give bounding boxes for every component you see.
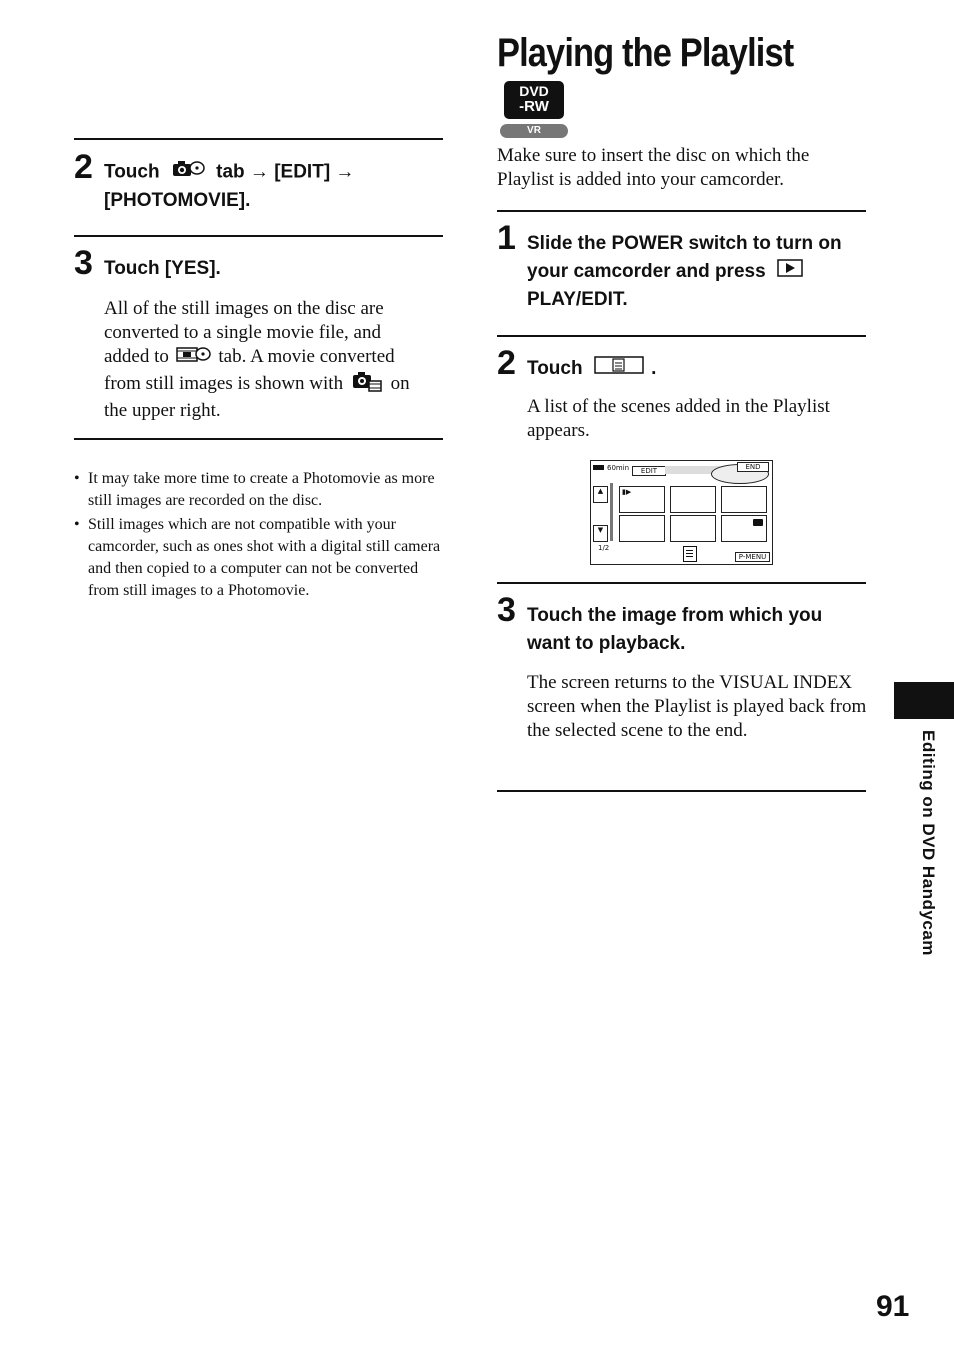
playlist-icon	[594, 355, 644, 383]
badge-dvd-text: DVD	[519, 83, 549, 99]
screen-playlist-icon[interactable]	[683, 546, 697, 562]
vr-badge	[500, 124, 568, 138]
screen-scrollbar[interactable]	[610, 483, 613, 541]
step-2-number: 2	[74, 148, 93, 186]
screen-pmenu-button[interactable]: P-MENU	[735, 552, 770, 562]
step-3-number: 3	[74, 244, 93, 282]
page-title: Playing the Playlist	[497, 31, 794, 75]
photomovie-icon	[352, 370, 382, 399]
divider-step1-right	[497, 210, 866, 212]
section-tab-marker	[894, 682, 954, 719]
screen-thumbnail[interactable]	[721, 515, 767, 542]
screen-end-button[interactable]: END	[737, 462, 769, 472]
screen-thumbnail[interactable]	[721, 486, 767, 513]
step-3r-heading: Touch the image from which you want to playback.	[527, 605, 823, 654]
screen-thumbnail[interactable]	[670, 515, 716, 542]
screen-photomovie-icon	[753, 519, 763, 526]
step-3-line1: All of the still images on the disc are	[104, 298, 384, 319]
step-3-line4	[104, 370, 444, 399]
screen-battery-icon	[593, 465, 604, 470]
divider-step2-right	[497, 335, 866, 337]
step-3-line3b: tab. A movie converted	[218, 346, 395, 367]
divider-notes	[74, 438, 443, 440]
note-item-1: • It may take more time to create a Photomovie as more still images are recorded on the disc.	[74, 468, 442, 512]
step-3-line2: converted to a single movie file, and	[104, 322, 381, 343]
screen-thumbnail[interactable]	[619, 486, 665, 513]
step-2r-number: 2	[497, 344, 516, 382]
camera-disc-icon	[171, 158, 205, 187]
step-3-heading: Touch [YES].	[104, 258, 221, 279]
step-3-line4a: from still images is shown with	[104, 373, 344, 394]
step-2r-period: .	[651, 358, 657, 380]
step-1-line1: Slide the POWER switch to turn on	[527, 233, 842, 254]
step-3r-number: 3	[497, 591, 516, 629]
film-disc-icon	[176, 345, 212, 370]
screen-scroll-down-button[interactable]: ▼	[593, 525, 608, 542]
page-number: 91	[876, 1290, 910, 1323]
step-1-heading	[527, 230, 867, 314]
screen-scroll-up-button[interactable]: ▲	[593, 486, 608, 503]
step-2-line2: [PHOTOMOVIE].	[104, 190, 251, 211]
step-3-line5: the upper right.	[104, 400, 221, 422]
divider-step3-right	[497, 582, 866, 584]
notes-list	[74, 468, 442, 604]
step-3r-body: The screen returns to the VISUAL INDEX screen when the Playlist is played back from the selected scene to the end.	[527, 672, 867, 741]
badge-rw-text: -RW	[519, 98, 549, 115]
step-1-line3: PLAY/EDIT.	[527, 289, 628, 311]
play-icon	[777, 258, 803, 286]
step-1-number: 1	[497, 219, 516, 257]
divider-top-left	[74, 138, 443, 140]
step-3-line4b: on	[390, 373, 410, 394]
step-2-heading	[104, 158, 444, 215]
step-2r-body: A list of the scenes added in the Playlist appears.	[527, 396, 830, 441]
badge-vr-text: VR	[527, 125, 541, 136]
screen-edit-button[interactable]: EDIT	[632, 466, 666, 476]
dvd-rw-badge	[504, 81, 564, 119]
step-2r-heading	[527, 355, 656, 383]
section-side-label: Editing on DVD Handycam	[919, 730, 938, 956]
screen-thumbnail[interactable]	[619, 515, 665, 542]
divider-step3-left	[74, 235, 443, 237]
step-2r-touch-label: Touch	[527, 358, 583, 380]
step-3-line3a: added to	[104, 346, 169, 367]
screen-page-indicator: 1/2	[598, 544, 610, 552]
divider-bottom-right	[497, 790, 866, 792]
playlist-screen-illustration	[590, 460, 773, 565]
note-item-2: • Still images which are not compatible with your camcorder, such as ones shot with a digital still camera and then copied to a computer can not be converted from still images to a Photomovie.	[74, 514, 442, 602]
step-1-line2a: your camcorder and press	[527, 261, 766, 283]
step-1-line2	[527, 258, 867, 286]
screen-battery-text: 60min	[607, 464, 630, 472]
screen-play-marker-icon: ▮▶	[622, 488, 632, 496]
step-3-body	[104, 297, 444, 423]
step-2-rest-label: tab → [EDIT] →	[216, 161, 355, 183]
step-2-touch-label: Touch	[104, 161, 160, 183]
intro-text: Make sure to insert the disc on which the Playlist is added into your camcorder.	[497, 145, 810, 190]
screen-thumbnail[interactable]	[670, 486, 716, 513]
step-3-line3	[104, 345, 444, 370]
